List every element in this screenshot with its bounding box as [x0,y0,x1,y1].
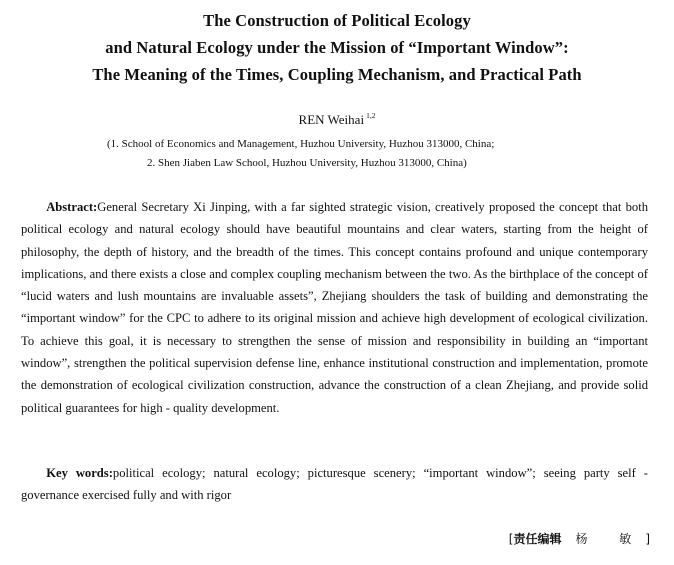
author-line [0,111,674,128]
keywords-paragraph [21,462,648,507]
affiliation-1: (1. School of Economics and Management, Huzhou University, Huzhou 313000, China; [107,138,495,150]
title-line-2: and Natural Ecology under the Mission of “Important Window”: [105,38,569,57]
title-line-3: The Meaning of the Times, Coupling Mechanism, and Practical Path [92,65,582,84]
author-affiliation-marks: 1,2 [366,111,376,120]
editor-close-bracket: ] [645,532,650,546]
abstract-label: Abstract: [46,200,98,214]
author-name: REN Weihai [298,112,365,127]
abstract-paragraph [21,196,648,419]
title-line-1: The Construction of Political Ecology [203,11,471,30]
editor-role: 责任编辑 [513,532,562,546]
editor-open-bracket: [ [508,532,514,546]
abstract-text: General Secretary Xi Jinping, with a far sighted strategic vision, creatively proposed the concept that both political ecology and natural ecology should have beautiful mountains and clear waters, starting from the height of philosophy, the depth of history, and the breadth of the times. This concept contains profound and unique contemporary implications, and there exists a close and complex coupling mechanism between the two. As the birthplace of the concept of “lucid waters and lush mountains are invaluable assets”, Zhejiang shoulders the task of building and demonstrating the “important window” for the CPC to adhere to its original mission and achieve high development of ecological civilization. To achieve this goal, it is necessary to strengthen the sense of mission and responsibility in building an “important window”, strengthen the political supervision defense line, enhance institutional construction and implementation, promote the demonstration of ecological civilization construction, advance the construction of a clean Zhejiang, and provide solid political guarantees for high - quality development. [21,200,648,415]
responsible-editor [509,530,650,547]
keywords-text: political ecology; natural ecology; picturesque scenery; “important window”; seeing party self - governance exercised fully and with rigor [21,466,648,503]
keywords-label: Key words: [46,466,113,480]
editor-name: 杨 敏 [575,532,646,546]
affiliation-2: 2. Shen Jiaben Law School, Huzhou University, Huzhou 313000, China) [147,157,467,169]
